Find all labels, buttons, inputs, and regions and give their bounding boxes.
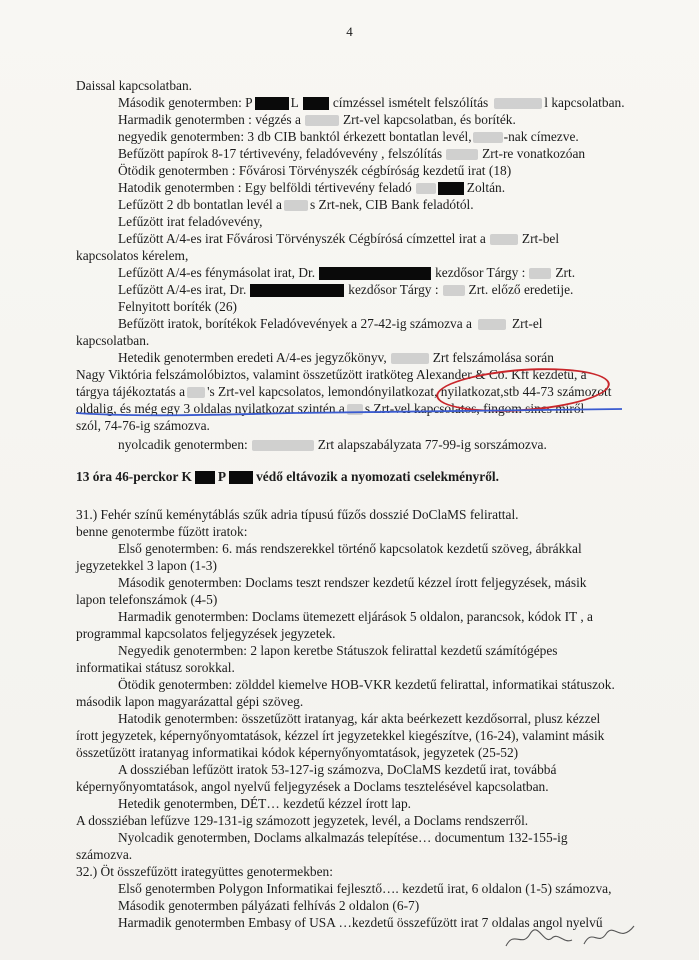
text-line: benne genotermbe fűzött iratok: xyxy=(76,524,248,539)
text-line: lapon telefonszámok (4-5) xyxy=(76,592,218,607)
text-line: Hetedik genotermben, DÉT… kezdetű kézzel írott lap. xyxy=(118,796,411,811)
blurred-text xyxy=(252,440,314,451)
text-line: Második genotermben: Doclams teszt rendszer kezdetű kézzel írott feljegyzések, másik xyxy=(118,575,587,590)
text-line: kapcsolatban. xyxy=(76,333,150,348)
text-line: Második genotermben pályázati felhívás 2 oldalon (6-7) xyxy=(118,898,420,913)
text-line: Lefűzött irat feladóvevény, xyxy=(118,214,263,229)
text-line: oldalig, és még egy 3 oldalas nyilatkozat szintén a s Zrt-vel kapcsolatos, fingom sincs miről xyxy=(76,401,585,416)
redaction-block xyxy=(250,284,344,297)
text-line: Ötödik genotermben: zölddel kiemelve HOB-VKR kezdetű felirattal, informatikai státuszok. xyxy=(118,677,615,692)
text-line: informatikai státusz sorokkal. xyxy=(76,660,235,675)
section-heading: 13 óra 46-perckor K P védő eltávozik a nyomozati cselekményről. xyxy=(76,469,499,484)
text-line: Lefűzött A/4-es irat, Dr. kezdősor Tárgy : Zrt. előző eredetije. xyxy=(118,282,574,297)
text-line: Harmadik genotermben Embasy of USA …kezdetű összefűzött irat 7 oldalas angol nyelvű xyxy=(118,915,603,930)
blurred-text xyxy=(478,319,506,330)
blurred-text xyxy=(446,149,478,160)
text-line: írott jegyzetek, képernyőnyomtatások, kézzel írt jegyzetekkel kiegészítve, (16-24), valamint másik xyxy=(76,728,605,743)
text-line: Hatodik genotermben : Egy belföldi tértivevény feladó Zoltán. xyxy=(118,180,506,195)
signature-scribble xyxy=(500,920,640,952)
redaction-block xyxy=(195,471,215,484)
text-line: második lapon magyarázattal gépi szöveg. xyxy=(76,694,304,709)
text-line: összetűzött iratanyag informatikai kódok képernyőnyomtatások, jegyzetek (25-52) xyxy=(76,745,519,760)
text-line: Harmadik genotermben: Doclams ütemezett eljárások 5 oldalon, parancsok, kódok IT , a xyxy=(118,609,593,624)
text-line: szól, 74-76-ig számozva. xyxy=(76,418,210,433)
text-line: Első genotermben: 6. más rendszerekkel történő kapcsolatok kezdetű szöveg, ábrákkal xyxy=(118,541,582,556)
text-line: Daissal kapcsolatban. xyxy=(76,78,193,93)
text-line: kapcsolatos kérelem, xyxy=(76,248,189,263)
text-line: 31.) Fehér színű keménytáblás szűk adria típusú fűzős dosszié DoClaMS felirattal. xyxy=(76,507,519,522)
text-line: tárgya tájékoztatás a 's Zrt-vel kapcsolatos, lemondónyilatkozat, nyilatkozat,stb 44-73 számozott xyxy=(76,384,612,399)
redaction-block xyxy=(438,182,464,195)
text-line: A dossziéban lefűzött iratok 53-127-ig számozva, DoClaMS kezdetű irat, továbbá xyxy=(118,762,557,777)
redaction-block xyxy=(303,97,329,110)
redaction-block xyxy=(255,97,289,110)
blue-underline-annotation xyxy=(74,401,624,421)
blurred-text xyxy=(416,183,436,194)
text-line: jegyzetekkel 3 lapon (1-3) xyxy=(76,558,217,573)
blurred-text xyxy=(473,132,503,143)
blurred-text xyxy=(490,234,518,245)
text-line: Ötödik genotermben : Fővárosi Törvényszék cégbíróság kezdetű irat (18) xyxy=(118,163,512,178)
text-line: Lefűzött A/4-es irat Fővárosi Törvényszék Cégbírósá címzettel irat a Zrt-bel xyxy=(118,231,560,246)
blurred-text xyxy=(391,353,429,364)
redaction-block xyxy=(229,471,253,484)
text-line: Nagy Viktória felszámolóbiztos, valamint összetűzött iratköteg Alexander & Co. Kft kezdetű, a xyxy=(76,367,587,382)
text-line: A dossziéban lefűzve 129-131-ig számozott jegyzetek, levél, a Doclams rendszerről. xyxy=(76,813,529,828)
text-line: programmal kapcsolatos feljegyzések jegyzetek. xyxy=(76,626,336,641)
blurred-text xyxy=(187,387,205,398)
text-line: Befűzött papírok 8-17 tértivevény, feladóvevény , felszólítás Zrt-re vonatkozóan xyxy=(118,146,586,161)
text-line: Hatodik genotermben: összetűzött iratanyag, kár akta beérkezett kezdősorral, plusz kézzel xyxy=(118,711,601,726)
text-line: Felnyitott boríték (26) xyxy=(118,299,238,314)
text-line: Hetedik genotermben eredeti A/4-es jegyzőkönyv, Zrt felszámolása során xyxy=(118,350,554,365)
blurred-text xyxy=(529,268,551,279)
text-line: Nyolcadik genotermben, Doclams alkalmazás telepítése… documentum 132-155-ig xyxy=(118,830,568,845)
text-line: Első genotermben Polygon Informatikai fejlesztő…. kezdetű irat, 6 oldalon (1-5) számozva, xyxy=(118,881,612,896)
text-line: Negyedik genotermben: 2 lapon keretbe Státuszok felirattal kezdetű számítógépes xyxy=(118,643,558,658)
blurred-text xyxy=(284,200,308,211)
blurred-text xyxy=(305,115,339,126)
text-line: számozva. xyxy=(76,847,133,862)
text-line: negyedik genotermben: 3 db CIB banktól érkezett bontatlan levél, -nak címezve. xyxy=(118,129,579,144)
blurred-text xyxy=(443,285,465,296)
text-line: Második genotermben: P L címzéssel ismételt felszólítás l kapcsolatban. xyxy=(118,95,625,110)
redaction-block xyxy=(319,267,431,280)
text-line: Lefűzött A/4-es fénymásolat irat, Dr. kezdősor Tárgy : Zrt. xyxy=(118,265,576,280)
text-line: Befűzött iratok, borítékok Feladóvevények a 27-42-ig számozva a Zrt-el xyxy=(118,316,543,331)
text-line: 32.) Öt összefűzött irategyüttes genotermekben: xyxy=(76,864,333,879)
text-line: nyolcadik genotermben: Zrt alapszabályzata 77-99-ig sorszámozva. xyxy=(118,437,547,452)
text-line: Lefűzött 2 db bontatlan levél a s Zrt-nek, CIB Bank feladótól. xyxy=(118,197,474,212)
text-line: Harmadik genotermben : végzés a Zrt-vel kapcsolatban, és boríték. xyxy=(118,112,516,127)
blurred-text xyxy=(494,98,542,109)
page-number: 4 xyxy=(346,24,353,39)
text-line: képernyőnyomtatások, angol nyelvű feljegyzések a Doclams tesztelésével kapcsolatban. xyxy=(76,779,549,794)
